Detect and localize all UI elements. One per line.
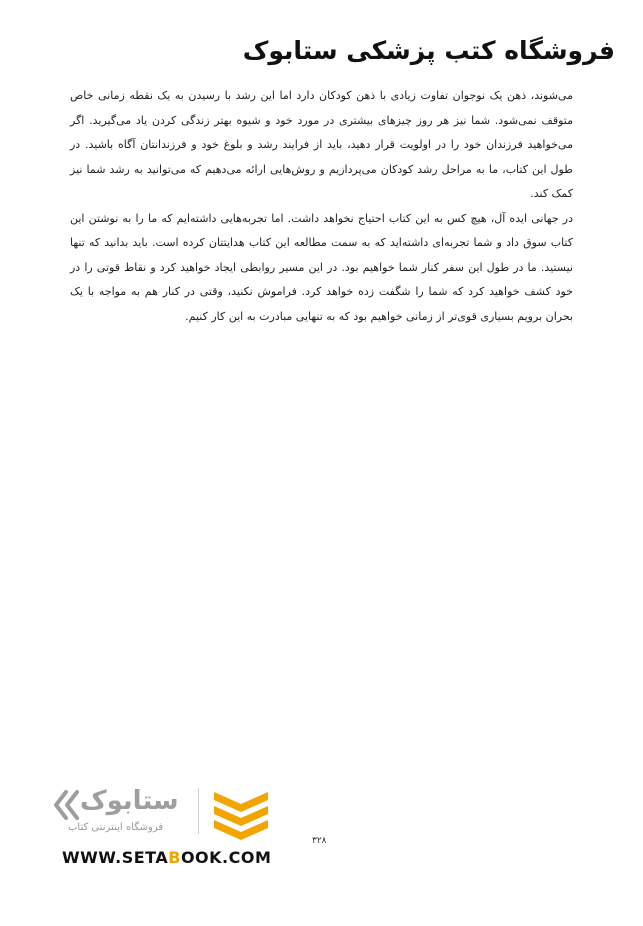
paragraph-2: در جهانی ایده آل، هیچ کس به این کتاب احتیاج نخواهد داشت. اما تجربه‌هایی داشته‌ایم که ما را به نوشتن این کتاب سوق داد و شما تجربه‌ای داشته‌اید که به سمت مطالعه این کتاب هدایتتان کرده است. باید بدانید که تنها نیستید. ما در طول این سفر کنار شما خواهیم بود. در این مسیر روابطی ایجاد خواهید کرد و نقاط قوتی را در خود کشف خواهید کرد که شما را شگفت زده خواهد کرد. فراموش نکنید، وقتی در کنار هم به مواجه با یک بحران برویم بسیاری قوی‌تر از زمانی خواهیم بود که به تنهایی مبادرت به این کار کنیم. bbox=[70, 211, 573, 323]
logo-divider bbox=[198, 788, 199, 834]
stacked-chevron-books-icon bbox=[208, 784, 274, 840]
logo-tagline: فروشگاه اینترنتی کتاب bbox=[68, 822, 164, 833]
url-prefix: WWW.SETA bbox=[62, 848, 169, 867]
book-text bbox=[70, 84, 573, 329]
logo-wordmark bbox=[52, 784, 192, 840]
url-accent: B bbox=[168, 848, 181, 867]
store-title: فروشگاه کتب پزشکی ستابوک bbox=[242, 36, 615, 65]
url-suffix: OOK.COM bbox=[180, 848, 272, 867]
website-url[interactable] bbox=[62, 848, 271, 867]
setabook-logo bbox=[52, 784, 274, 840]
paragraph-1: می‌شوند، ذهن یک نوجوان تفاوت زیادی با ذهن کودکان دارد اما این رشد با رسیدن به یک نقطه زمانی خاص متوقف نمی‌شود. شما نیز هر روز چیزهای بیشتری در مورد خود و شیوه بهتر زندگی کردن یاد می‌گیرید. اگر می‌خواهید فرزندان خود را در اولویت قرار دهید، باید از فرایند رشد و بلوغ خود و فرزندانتان آگاه باشید. در طول این کتاب، ما به مراحل رشد کودکان می‌پردازیم و روش‌هایی ارائه می‌دهیم که می‌توانید به رشد شما نیز کمک کند. bbox=[70, 89, 573, 200]
logo-brand-name: ستابوک bbox=[80, 786, 179, 816]
double-chevron-icon bbox=[52, 788, 82, 822]
page-number: ۳۲۸ bbox=[312, 836, 327, 846]
